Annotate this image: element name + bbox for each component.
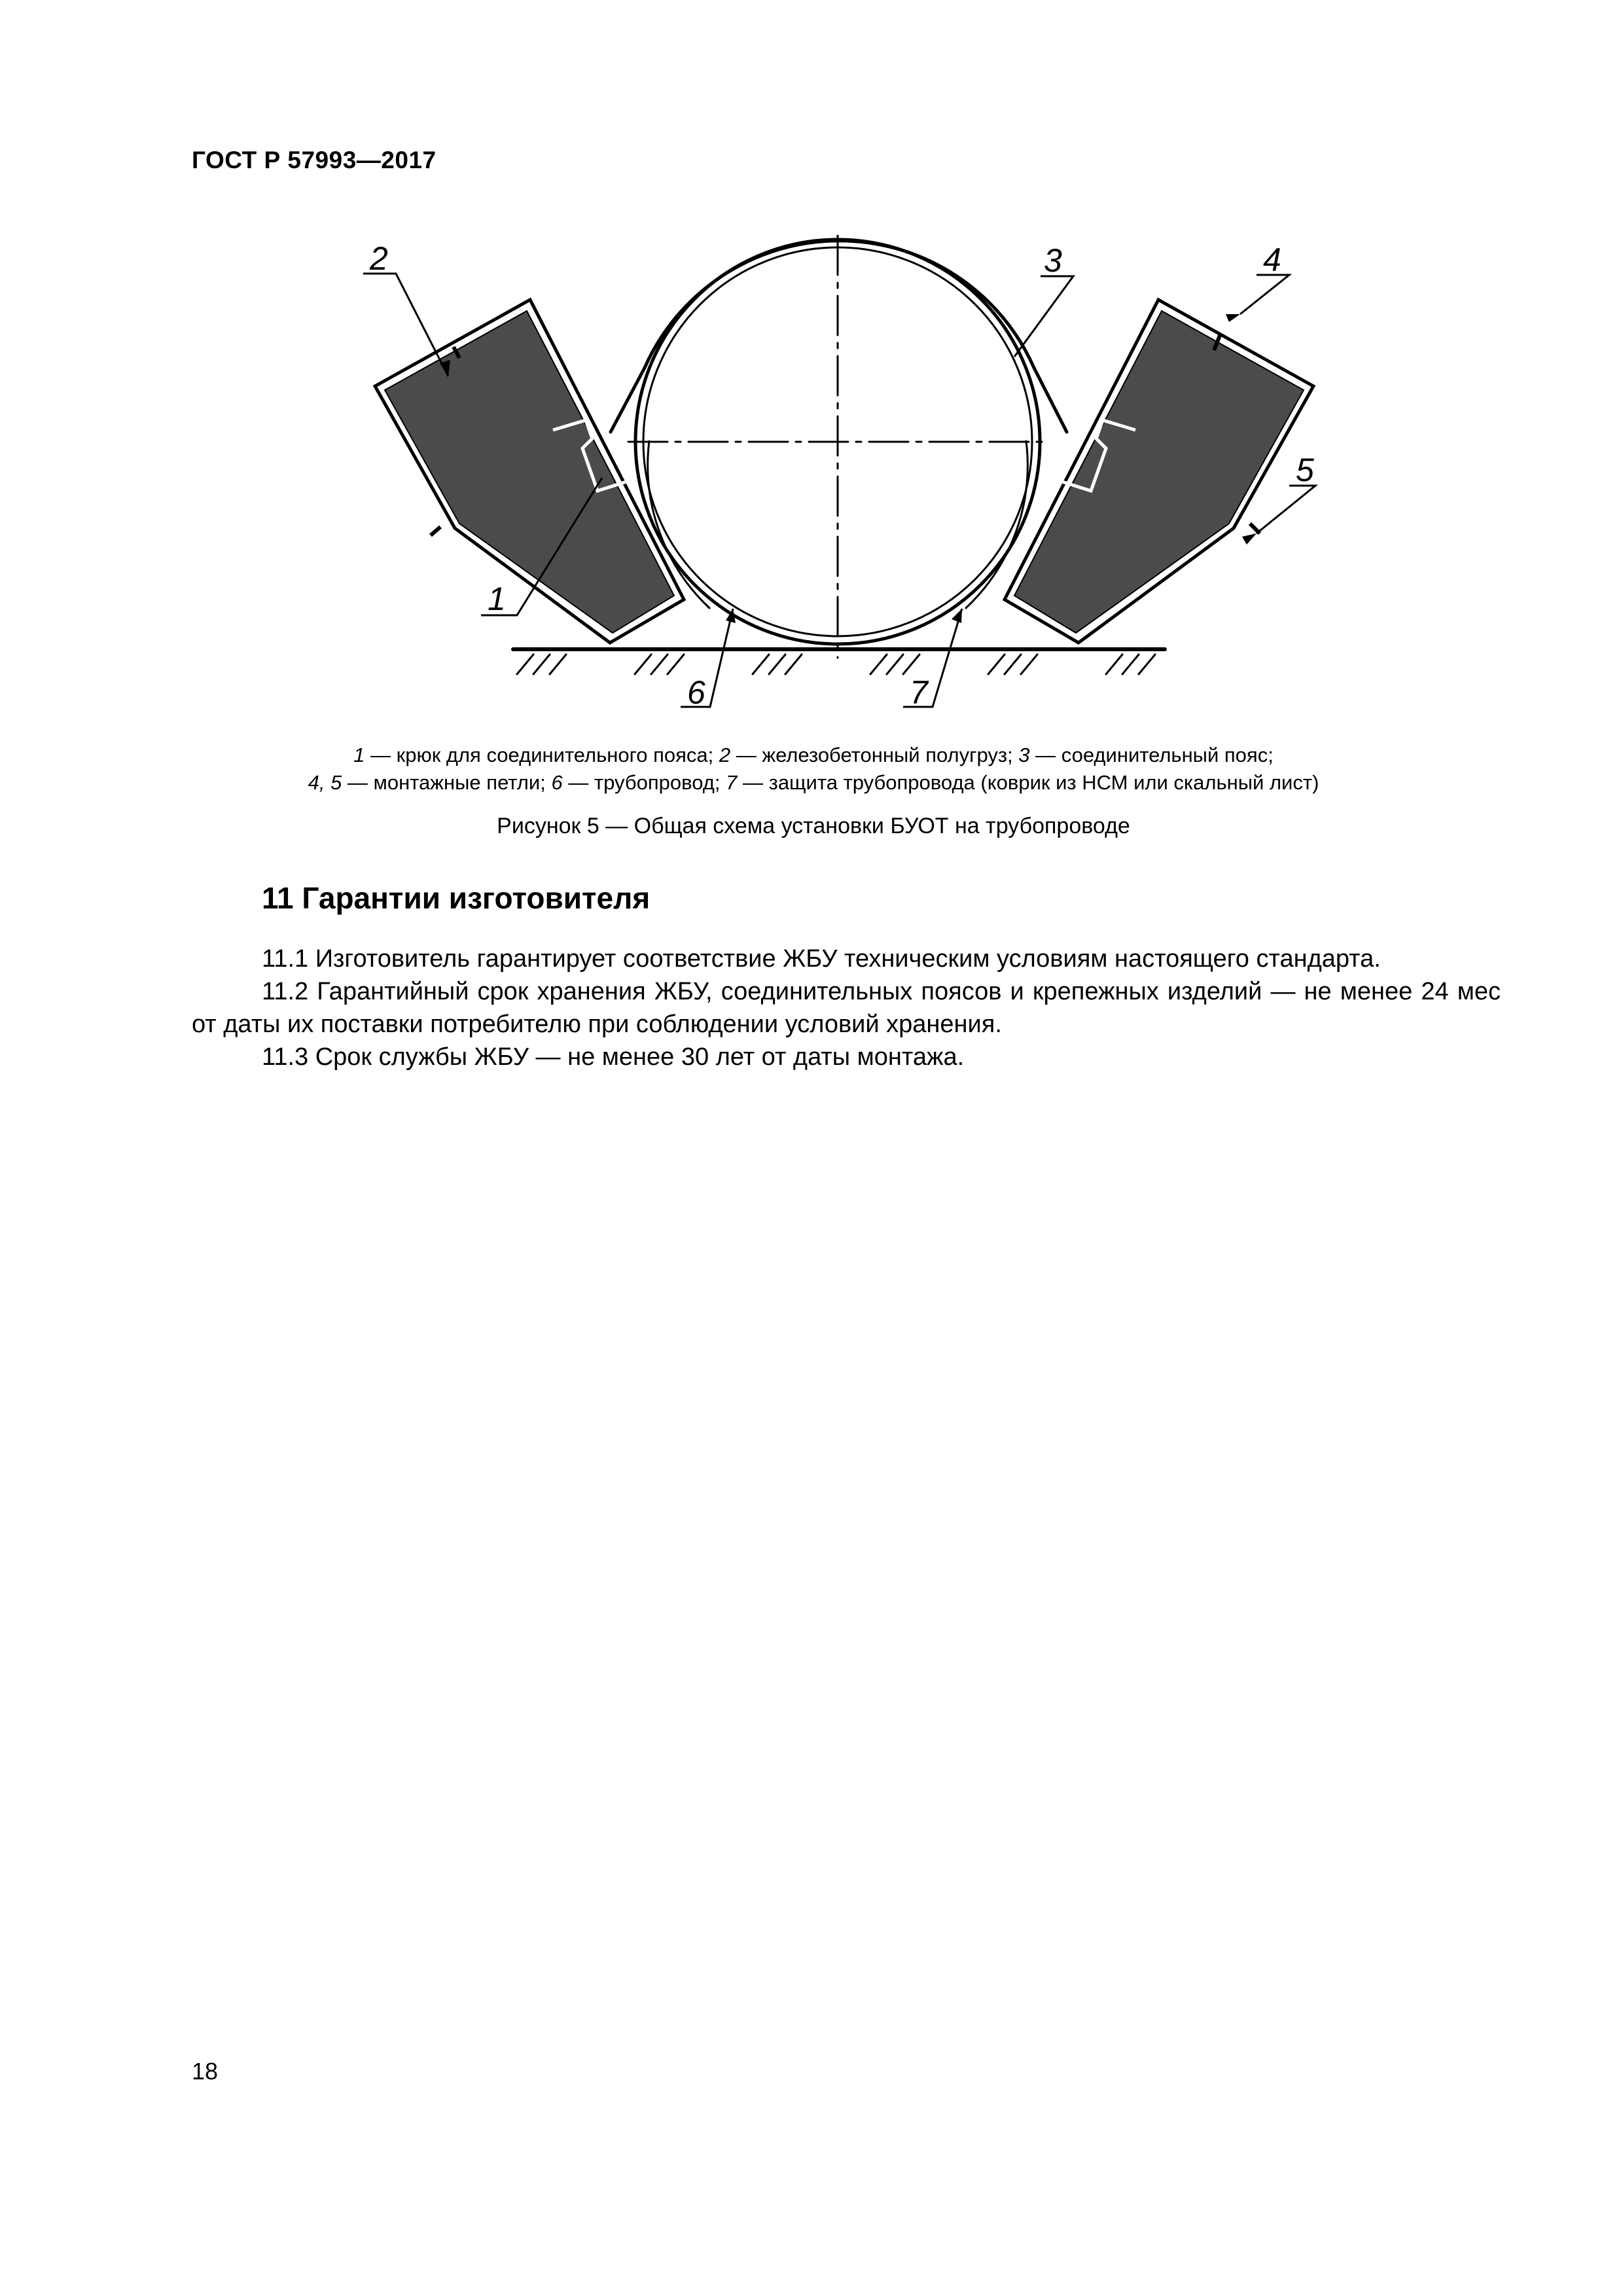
figure-caption: Рисунок 5 — Общая схема установки БУОТ на трубопроводе [497,814,1130,838]
ground-hatching [517,655,1155,674]
callout-2: 2 [370,240,388,277]
legend-num: 1 [353,744,365,766]
callout-4: 4 [1263,242,1281,278]
legend-text: — монтажные петли; [342,771,552,794]
figure-legend-line-2 [192,769,1435,797]
paragraph-11-2: 11.2 Гарантийный срок хранения ЖБУ, соединительных поясов и крепежных изделий — не менее 24 мес от даты их поставки потребителю при соблюдении условий хранения. [192,978,1501,1038]
leader-5 [1257,486,1315,533]
leader-4 [1240,275,1289,314]
figure-legend-line-1 [192,742,1435,769]
callout-5: 5 [1296,452,1314,488]
document-header: ГОСТ Р 57993—2017 [192,147,437,173]
legend-num: 7 [726,771,738,794]
legend-text: — трубопровод; [562,771,726,794]
legend-text: — защита трубопровода (коврик из НСМ или скальный лист) [737,771,1319,794]
paragraph-11-3: 11.3 Срок службы ЖБУ — не менее 30 лет от даты монтажа. [262,1043,965,1071]
legend-num: 2 [719,744,731,766]
installation-diagram [353,223,1314,726]
legend-text: — крюк для соединительного пояса; [365,744,719,766]
paragraph-11-1: 11.1 Изготовитель гарантирует соответствие ЖБУ техническим условиям настоящего стандарта. [262,945,1381,973]
callout-6: 6 [687,674,705,711]
legend-text: — железобетонный полугруз; [730,744,1019,766]
leader-3 [1014,276,1073,357]
page-number: 18 [192,2058,219,2085]
legend-num: 4, 5 [308,771,342,794]
legend-text: — соединительный пояс; [1029,744,1274,766]
callout-3: 3 [1044,242,1062,279]
left-mounting-loop-bottom [431,527,440,535]
callout-1: 1 [488,581,506,617]
legend-num: 3 [1018,744,1030,766]
section-title: 11 Гарантии изготовителя [262,881,651,915]
right-concrete-weight [1005,300,1313,643]
legend-num: 6 [551,771,563,794]
callout-7: 7 [910,674,928,711]
